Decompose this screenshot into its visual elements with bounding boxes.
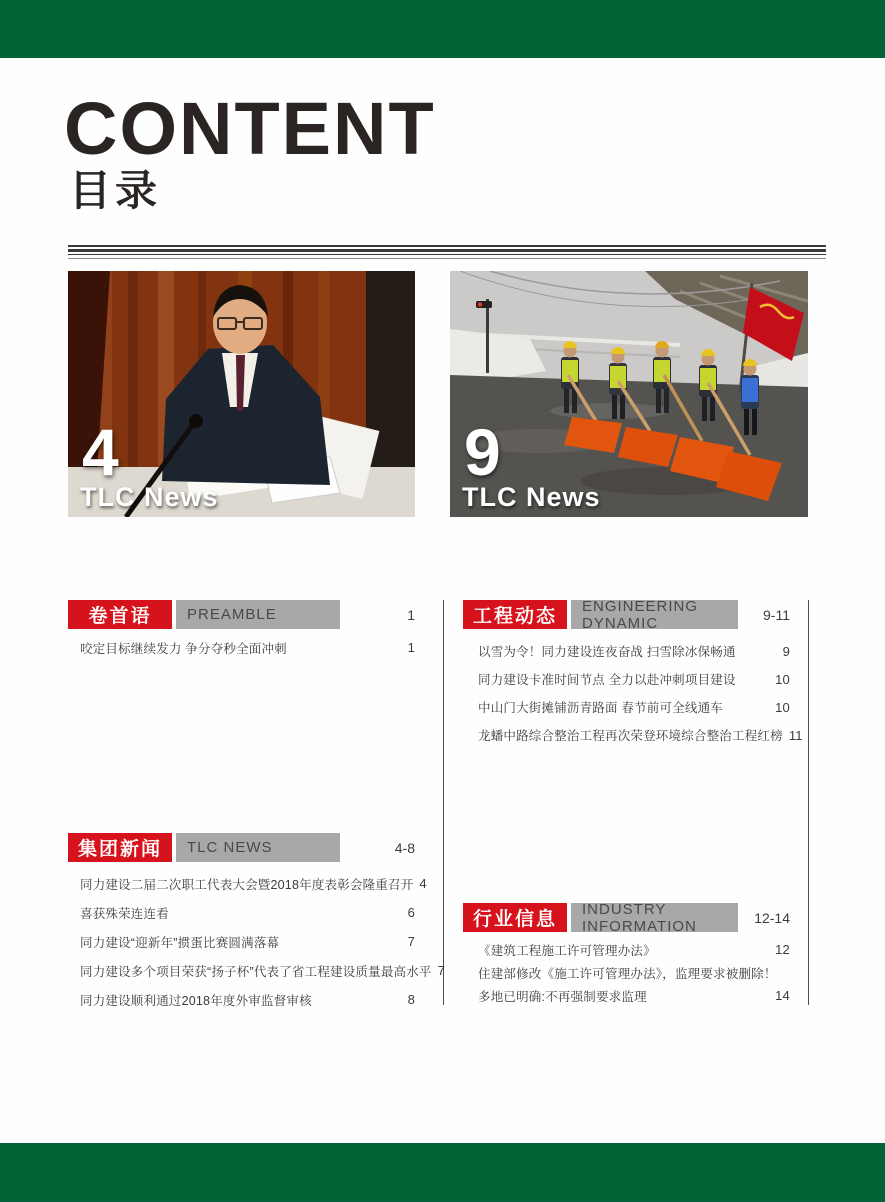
- right-edge-line: [808, 600, 809, 1005]
- toc-entry-page: 4: [419, 876, 427, 891]
- toc-entry-title: 同力建设卡准时间节点 全力以赴冲刺项目建设: [478, 673, 736, 687]
- toc-entry-title: 龙蟠中路综合整治工程再次荣登环境综合整治工程红榜: [478, 729, 783, 743]
- section-page-range: 4-8: [394, 839, 415, 856]
- section-title-en: ENGINEERING DYNAMIC: [571, 600, 738, 629]
- toc-list: [68, 869, 446, 1014]
- section-header: [68, 600, 415, 629]
- toc-entry-title: 住建部修改《施工许可管理办法》，监理要求被删除！: [478, 966, 777, 981]
- section-title-cn: 卷首语: [68, 600, 172, 629]
- toc-entry-title: 同力建设“迎新年”掼蛋比赛圆满落幕: [80, 935, 280, 950]
- toc-list: [463, 938, 790, 1007]
- toc-entry-title: 喜获殊荣连连看: [80, 906, 169, 921]
- toc-entry-page: 8: [407, 992, 415, 1007]
- section-title-cn: 行业信息: [463, 903, 567, 932]
- top-green-band: [0, 0, 885, 58]
- toc-entry-title: 同力建设多个项目荣获“扬子杯”代表了省工程建设质量最高水平: [80, 964, 432, 979]
- toc-entry: [463, 721, 803, 749]
- separator-rules: [68, 245, 826, 259]
- toc-entry: [68, 985, 415, 1014]
- section-header: [463, 900, 790, 935]
- toc-entry-title: 中山门大街摊铺沥青路面 春节前可全线通车: [478, 701, 723, 715]
- conference-photo-illustration: [68, 271, 415, 517]
- toc-entry-page: 7: [437, 963, 446, 978]
- toc-entry-page: 14: [775, 988, 790, 1003]
- toc-entry-title: 同力建设二届二次职工代表大会暨2018年度表彰会隆重召开: [80, 877, 414, 892]
- section-title-en: TLC NEWS: [176, 833, 340, 862]
- feature-page-number: 9: [464, 415, 501, 489]
- section-preamble: [68, 600, 415, 662]
- section-tlc-news: [68, 833, 446, 1014]
- feature-photo-snow-clearing: [450, 271, 808, 517]
- section-title-cn: 集团新闻: [68, 833, 172, 862]
- toc-entry-page: 12: [775, 942, 790, 957]
- feature-photo-conference: [68, 271, 415, 517]
- section-title-en: PREAMBLE: [176, 600, 340, 629]
- section-industry-information: [463, 900, 790, 1007]
- section-page-range: 1: [407, 606, 415, 623]
- section-page-range: 9-11: [763, 606, 790, 623]
- toc-entry: [463, 938, 790, 961]
- toc-entry-title: 以雪为令！同力建设连夜奋战 扫雪除冰保畅通: [478, 645, 736, 659]
- section-title-en: INDUSTRY INFORMATION: [571, 903, 738, 932]
- toc-entry-page: 10: [775, 699, 790, 715]
- toc-entry: [463, 961, 790, 984]
- toc-entry-title: 《建筑工程施工许可管理办法》: [478, 943, 656, 958]
- toc-entry: [68, 869, 427, 898]
- toc-entry: [463, 693, 790, 721]
- toc-entry-page: 9: [782, 643, 790, 659]
- section-page-range: 12-14: [754, 909, 790, 926]
- column-divider-line: [443, 600, 444, 1005]
- toc-entry: [68, 927, 415, 956]
- bottom-green-band: [0, 1143, 885, 1202]
- section-header: [463, 597, 790, 632]
- toc-entry: [463, 984, 790, 1007]
- snow-clearing-photo-illustration: [450, 271, 808, 517]
- toc-entry: [68, 898, 415, 927]
- section-engineering-dynamic: [463, 597, 803, 749]
- toc-entry-page: 10: [775, 671, 790, 687]
- toc-entry: [68, 633, 415, 662]
- section-title-cn: 工程动态: [463, 600, 567, 629]
- feature-label: TLC News: [80, 482, 219, 512]
- toc-entry-page: 11: [788, 727, 803, 743]
- toc-entry: [463, 665, 790, 693]
- page-title: CONTENT: [64, 87, 436, 170]
- toc-entry-page: 7: [407, 934, 415, 949]
- feature-page-number: 4: [82, 415, 119, 489]
- toc-entry: [68, 956, 446, 985]
- toc-list: [463, 637, 803, 749]
- toc-entry-page: 6: [407, 905, 415, 920]
- toc-entry-title: 多地已明确:不再强制要求监理: [478, 989, 647, 1004]
- toc-entry-title: 咬定目标继续发力 争分夺秒全面冲刺: [80, 641, 287, 656]
- toc-list: [68, 633, 415, 662]
- toc-entry: [463, 637, 790, 665]
- toc-entry-page: 1: [407, 640, 415, 655]
- section-header: [68, 833, 415, 862]
- toc-entry-title: 同力建设顺利通过2018年度外审监督审核: [80, 993, 312, 1008]
- feature-label: TLC News: [462, 482, 601, 512]
- page-subtitle: 目录: [69, 167, 162, 214]
